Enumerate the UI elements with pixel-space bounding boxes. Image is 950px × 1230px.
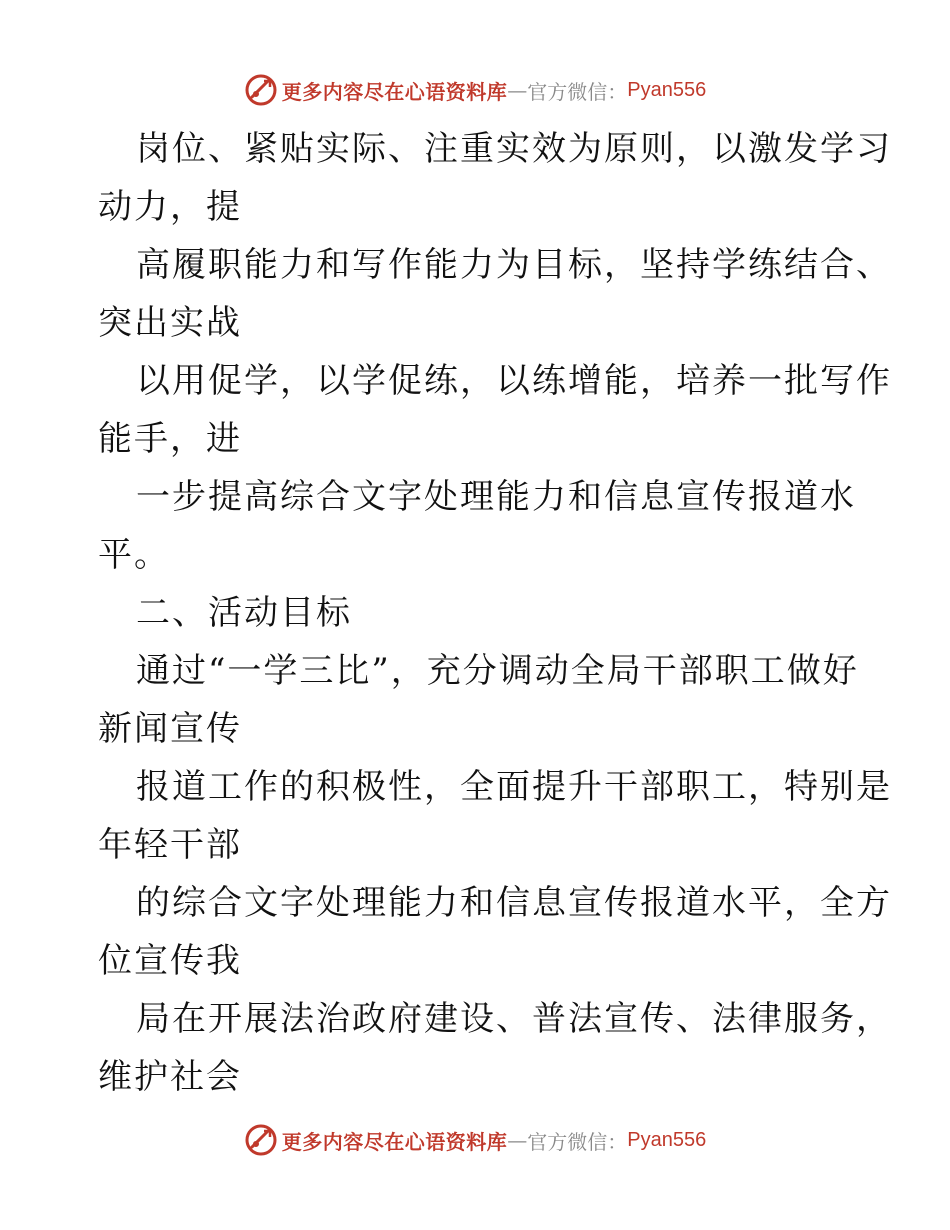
text-line: 二、活动目标 — [136, 593, 352, 633]
brand-logo-icon — [244, 1123, 278, 1157]
header-banner — [0, 68, 950, 112]
banner-label: 官方微信： — [527, 79, 628, 104]
document-body — [98, 120, 892, 1106]
banner-wechat-id: Pyan556 — [627, 1128, 707, 1151]
banner-dash: — — [507, 78, 528, 102]
text-line: 动力，提 — [98, 187, 242, 227]
banner-main-text: 更多内容尽在心语资料库 — [281, 79, 508, 104]
text-line: 突出实战 — [98, 303, 242, 343]
text-line: 年轻干部 — [98, 825, 242, 865]
banner-label: 官方微信： — [527, 1129, 628, 1154]
text-line: 高履职能力和写作能力为目标，坚持学练结合、 — [136, 245, 892, 285]
text-line: 新闻宣传 — [98, 709, 242, 749]
text-line: 通过“一学三比”，充分调动全局干部职工做好 — [136, 651, 859, 691]
banner-wechat-id: Pyan556 — [627, 78, 707, 101]
text-line: 局在开展法治政府建设、普法宣传、法律服务， — [136, 999, 892, 1039]
text-line: 的综合文字处理能力和信息宣传报道水平，全方 — [136, 883, 892, 923]
text-line: 以用促学，以学促练，以练增能，培养一批写作 — [136, 361, 892, 401]
banner-main-text: 更多内容尽在心语资料库 — [281, 1129, 508, 1154]
text-line: 位宣传我 — [98, 941, 242, 981]
text-line: 维护社会 — [98, 1057, 242, 1097]
text-line: 能手，进 — [98, 419, 242, 459]
text-line: 报道工作的积极性，全面提升干部职工，特别是 — [136, 767, 892, 807]
text-line: 一步提高综合文字处理能力和信息宣传报道水 — [136, 477, 856, 517]
footer-banner — [0, 1118, 950, 1162]
text-line: 岗位、紧贴实际、注重实效为原则，以激发学习 — [136, 129, 892, 169]
text-line: 平。 — [98, 535, 170, 575]
banner-dash: — — [507, 1128, 528, 1152]
brand-logo-icon — [244, 73, 278, 107]
